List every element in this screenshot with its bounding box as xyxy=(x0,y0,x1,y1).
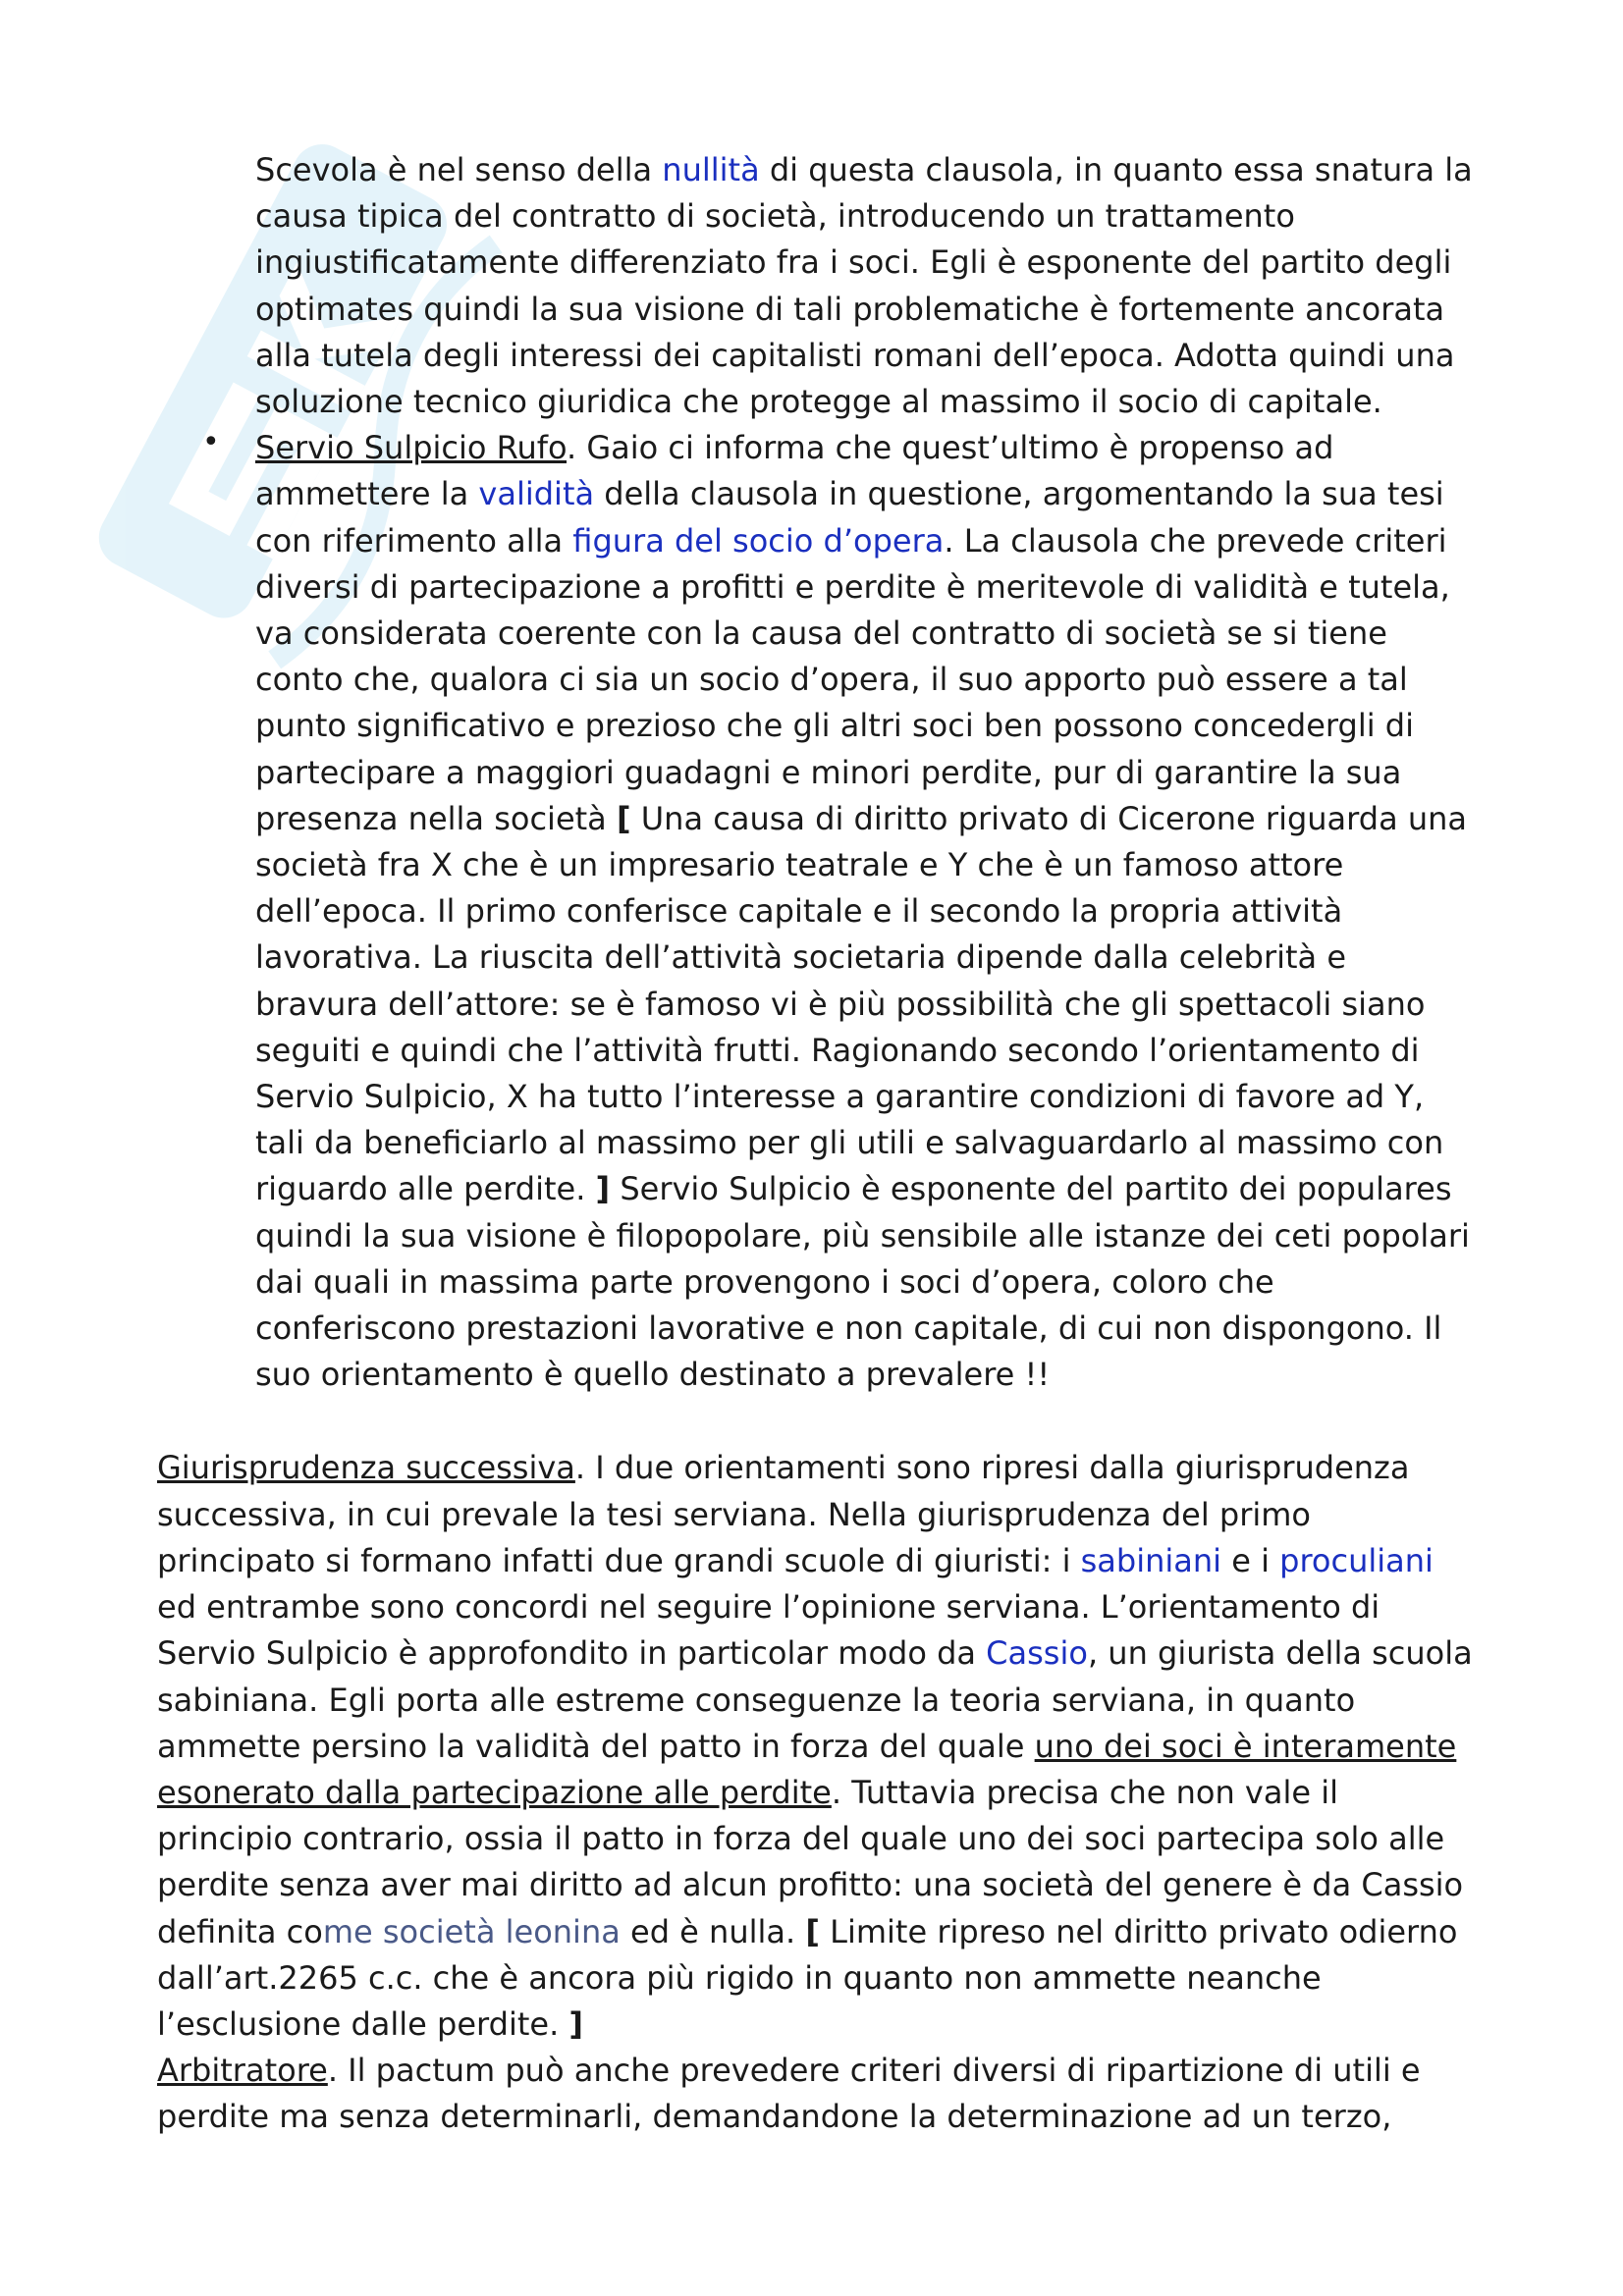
paragraph-servio: Servio Sulpicio Rufo. Gaio ci informa che quest’ultimo è propenso ad ammettere la validità della clausola in questione, argomentando la sua tesi con riferimento alla figura del socio d’opera. La clausola che prevede criteri diversi di partecipazione a profitti e perdite è meritevole di validità e tutela, va considerata coerente con la causa del contratto di società se si tiene conto che, qualora ci sia un socio d’opera, il suo apporto può essere a tal punto significativo e prezioso che gli altri soci ben possono concedergli di partecipare a maggiori guadagni e minori perdite, pur di garantire la sua presenza nella società [ Una causa di diritto privato di Cicerone riguarda una società fra X che è un impresario teatrale e Y che è un famoso attore dell’epoca. Il primo conferisce capitale e il secondo la propria attività lavorativa. La riuscita dell’attività societaria dipende dalla celebrità e bravura dell’attore: se è famoso vi è più possibilità che gli spettacoli siano seguiti e quindi che l’attività frutti. Ragionando secondo l’orientamento di Servio Sulpicio, X ha tutto l’interesse a garantire condizioni di favore ad Y, tali da beneficiarlo al massimo per gli utili e salvaguardarlo al massimo con riguardo alle perdite. ] Servio Sulpicio è esponente del partito dei populares quindi la sua visione è filopopolare, più sensibile alle istanze dei ceti popolari dai quali in massima parte provengono i soci d’opera, coloro che conferiscono prestazioni lavorative e non capitale, di cui non dispongono. Il suo orientamento è quello destinato a prevalere !! xyxy=(255,429,1470,1394)
paragraph-giurisprudenza: Giurisprudenza successiva. I due orientamenti sono ripresi dalla giurisprudenza successiva, in cui prevale la tesi serviana. Nella giurisprudenza del primo principato si formano infatti due grandi scuole di giuristi: i sabiniani e i proculiani ed entrambe sono concordi nel seguire l’opinione serviana. L’orientamento di Servio Sulpicio è approfondito in particolar modo da Cassio, un giurista della scuola sabiniana. Egli porta alle estreme conseguenze la teoria serviana, in quanto ammette persino la validità del patto in forza del quale uno dei soci è interamente esonerato dalla partecipazione alle perdite. Tuttavia precisa che non vale il principio contrario, ossia il patto in forza del quale uno dei soci partecipa solo alle perdite senza aver mai diritto ad alcun profitto: una società del genere è da Cassio definita come società leonina ed è nulla. [ Limite ripreso nel diritto privato odierno dall’art.2265 c.c. che è ancora più rigido in quanto non ammette neanche l’esclusione dalle perdite. ] xyxy=(157,1449,1473,2043)
keyword-validita: validità xyxy=(478,475,595,513)
paragraph-scevola: Scevola è nel senso della nullità di questa clausola, in quanto essa snatura la causa tipica del contratto di società, introducendo un trattamento ingiustificatamente differenziato fra i soci. Egli è esponente del partito degli optimates quindi la sua visione di tali problematiche è fortemente ancorata alla tutela degli interessi dei capitalisti romani dell’epoca. Adotta quindi una soluzione tecnico giuridica che protegge al massimo il socio di capitale. xyxy=(255,151,1473,421)
keyword-nullita: nullità xyxy=(662,151,760,188)
list-item-servio xyxy=(157,425,1473,1398)
keyword-socio-opera: figura del socio d’opera xyxy=(572,521,945,560)
paragraph-arbitratore: Arbitratore. Il pactum può anche prevedere criteri diversi di ripartizione di utili e perdite ma senza determinarli, demandandone la determinazione ad un terzo, xyxy=(157,2052,1421,2136)
keyword-proculiani: proculiani xyxy=(1279,1541,1434,1579)
heading-arbitratore: Arbitratore xyxy=(157,2052,328,2090)
keyword-societa-leonina: me società leonina xyxy=(322,1912,621,1950)
heading-servio-sulpicio-rufo: Servio Sulpicio Rufo xyxy=(255,429,568,467)
underlined-phrase: uno dei soci è interamente esonerato dalla partecipazione alle perdite xyxy=(157,1727,1457,1811)
keyword-cassio: Cassio xyxy=(986,1634,1088,1673)
document-body xyxy=(157,147,1473,2141)
heading-giurisprudenza-successiva: Giurisprudenza successiva xyxy=(157,1449,575,1487)
keyword-sabiniani: sabiniani xyxy=(1080,1541,1222,1579)
bullet-icon: • xyxy=(202,425,220,460)
